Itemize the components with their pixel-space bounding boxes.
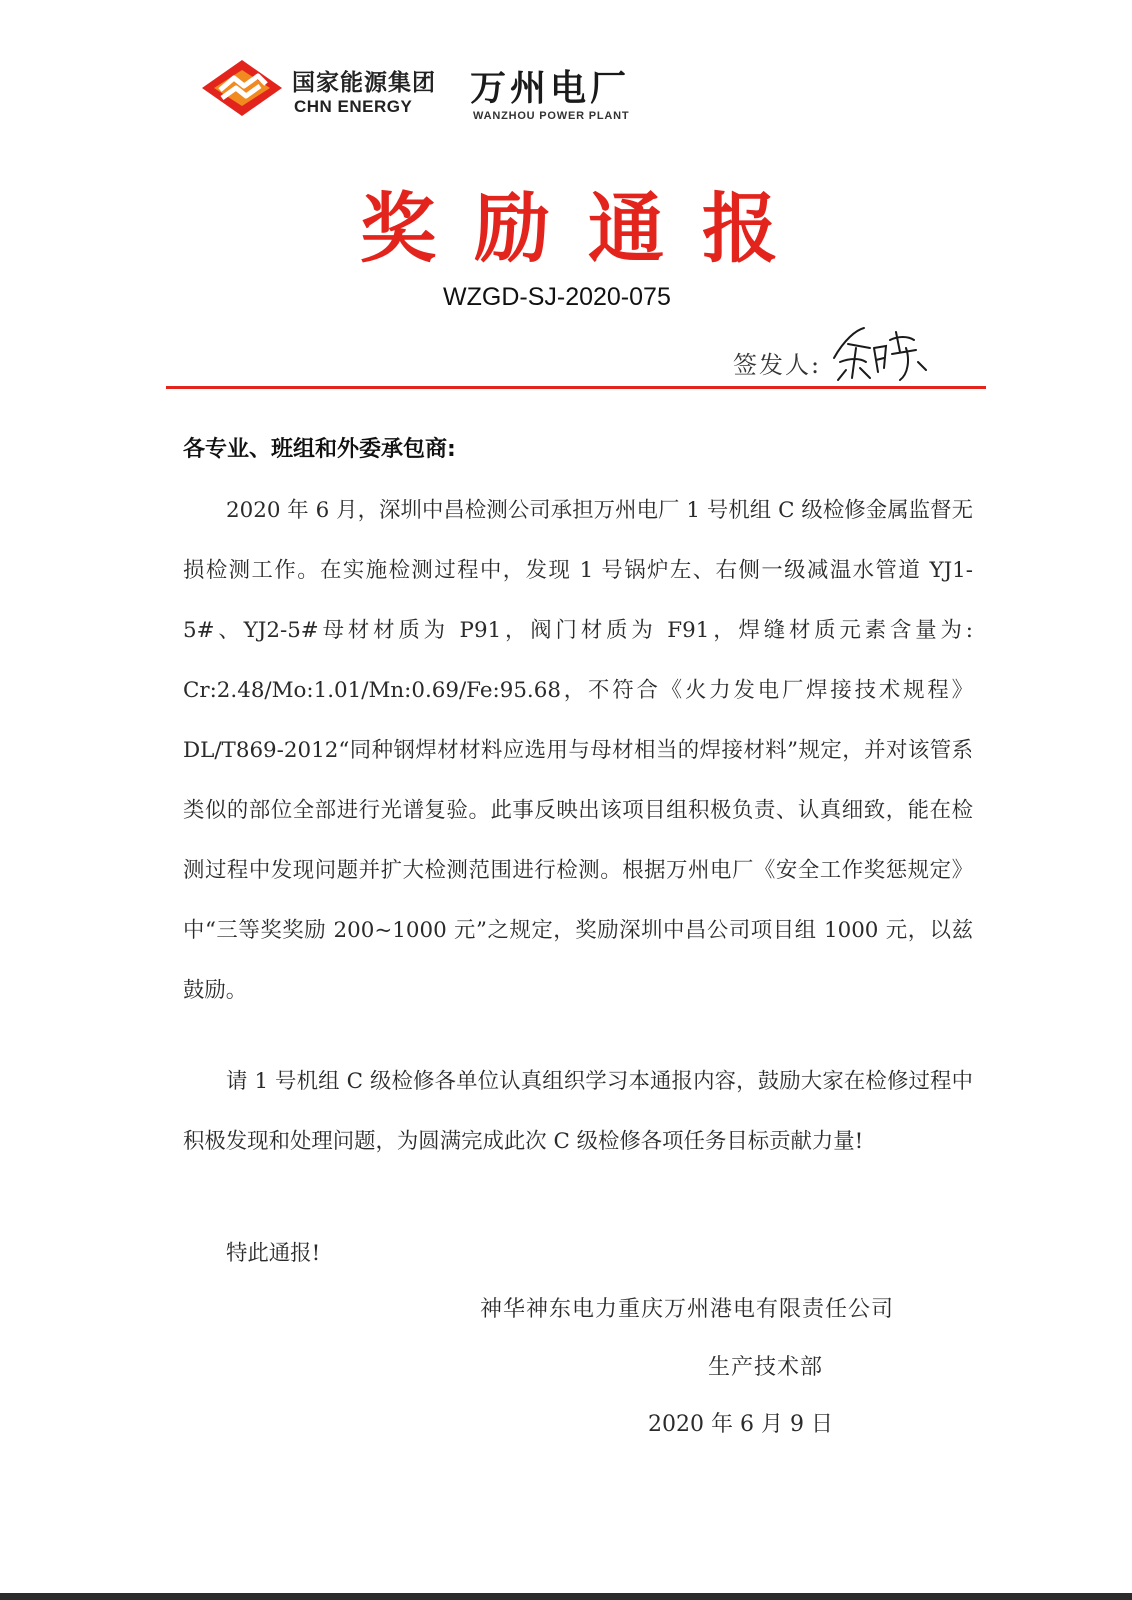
handwritten-signature-icon	[826, 318, 936, 388]
signoff-department: 生产技术部	[708, 1355, 824, 1380]
issuer-label: 签发人:	[733, 351, 822, 379]
signoff-organization: 神华神东电力重庆万州港电有限责任公司	[480, 1297, 895, 1322]
plant-name-en: WANZHOU POWER PLANT	[473, 110, 630, 122]
scan-edge	[0, 1593, 1132, 1600]
closing-paragraph: 特此通报!	[226, 1241, 321, 1266]
salutation: 各专业、班组和外委承包商:	[183, 437, 456, 462]
body-paragraph: 请 1 号机组 C 级检修各单位认真组织学习本通报内容，鼓励大家在检修过程中积极发现和处理问题，为圆满完成此次 C 级检修各项任务目标贡献力量!	[183, 1069, 973, 1154]
group-name-en: CHN ENERGY	[294, 97, 413, 116]
signoff-date: 2020 年 6 月 9 日	[648, 1412, 833, 1437]
chn-energy-logo-icon	[200, 58, 284, 118]
header-divider	[166, 386, 986, 389]
group-name-cn: 国家能源集团	[292, 70, 436, 96]
document-title: 奖励通报	[360, 184, 816, 273]
document-number: WZGD-SJ-2020-075	[443, 283, 671, 311]
plant-name-cn: 万州电厂	[470, 68, 631, 109]
body-paragraph: 2020 年 6 月，深圳中昌检测公司承担万州电厂 1 号机组 C 级检修金属监督无损检测工作。在实施检测过程中，发现 1 号锅炉左、右侧一级减温水管道 YJ1-5#、YJ2-5#母材材质为 P91，阀门材质为 F91，焊缝材质元素含量为: Cr:2.48/Mo:1.01/Mn:0.69/Fe:95.68，不符合《火力发电厂焊接技术规程》DL/T869-2012“同种钢焊材材料应选用与母材相当的焊接材料”规定，并对该管系类似的部位全部进行光谱复验。此事反映出该项目组积极负责、认真细致，能在检测过程中发现问题并扩大检测范围进行检测。根据万州电厂《安全工作奖惩规定》中“三等奖奖励 200~1000 元”之规定，奖励深圳中昌公司项目组 1000 元，以兹鼓励。	[183, 498, 973, 1003]
